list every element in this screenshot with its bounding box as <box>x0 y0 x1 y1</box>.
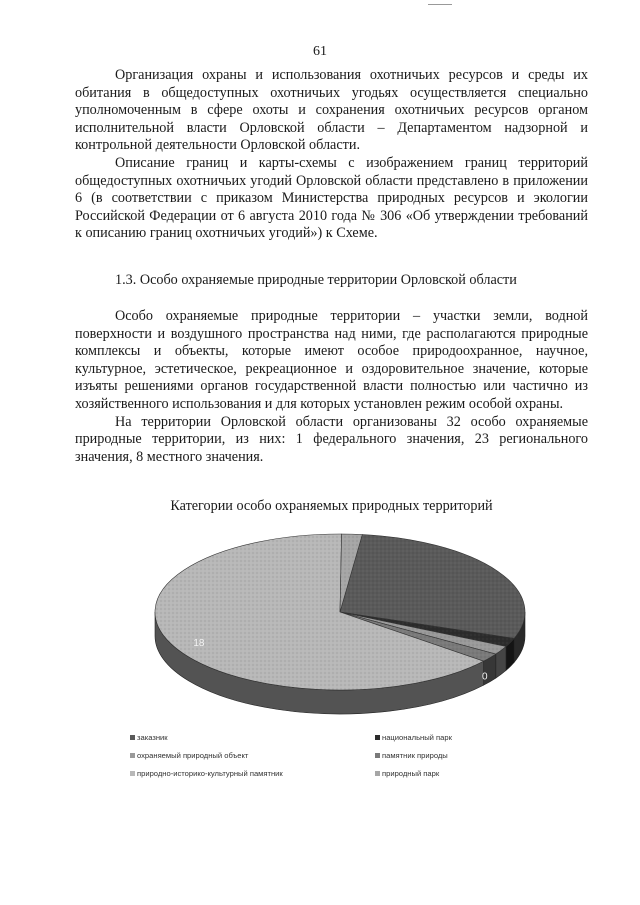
text-block-protected-areas <box>75 308 588 466</box>
pie-data-label: 0 <box>481 671 488 683</box>
legend-swatch <box>130 735 135 740</box>
legend-item <box>130 751 248 760</box>
legend-label: национальный парк <box>382 733 452 742</box>
legend-label: памятник природы <box>382 751 448 760</box>
paragraph: На территории Орловской области организованы 32 особо охраняемые природные территории, из них: 1 федерального значения, 23 регионального значения, 8 местного значения. <box>75 413 588 465</box>
legend-item <box>130 733 168 742</box>
legend-item <box>375 733 452 742</box>
legend-swatch <box>375 753 380 758</box>
pie-top-group <box>155 534 525 690</box>
scan-mark <box>428 4 452 5</box>
legend-swatch <box>375 735 380 740</box>
legend-item <box>375 769 439 778</box>
legend-label: охраняемый природный объект <box>137 751 249 760</box>
paragraph: Описание границ и карты-схемы с изображением границ территорий общедоступных охотничьих угодий Орловской области представлено в приложении 6 (в соответствии с приказом Министерства природных ресурсов и экологии Российской Федерации от 6 августа 2010 года № 306 «Об утверждении требований к описанию границ охотничьих угодий») к Схеме. <box>75 154 588 242</box>
paragraph: Организация охраны и использования охотничьих ресурсов и среды их обитания в общедоступных охотничьих угодьях осуществляется специально уполномоченным в сфере охоты и сохранения охотничьих ресурсов органом исполнительной власти Орловской области – Департаментом надзорной и контрольной деятельности Орловской области. <box>75 67 588 154</box>
legend-item <box>375 751 448 760</box>
legend-label: природный парк <box>382 769 440 778</box>
chart-title: Категории особо охраняемых природных территорий <box>170 498 493 514</box>
pie-chart <box>120 520 580 730</box>
pie-data-label: 18 <box>193 637 205 649</box>
legend-label: природно-историко-культурный памятник <box>137 769 283 778</box>
legend-item <box>130 769 283 778</box>
paragraph: Особо охраняемые природные территории – участки земли, водной поверхности и воздушного пространства над ними, где располагаются природные комплексы и объекты, которые имеют особое природоохранное, научное, культурное, эстетическое, рекреационное и оздоровительное значение, которые изъяты решениями органов государственной власти полностью или частично из хозяйственного использования и для которых установлен режим особой охраны. <box>75 308 588 412</box>
page-number: 61 <box>313 44 327 59</box>
legend-label: заказник <box>137 733 168 742</box>
legend-swatch <box>375 771 380 776</box>
legend-swatch <box>130 771 135 776</box>
section-heading: 1.3. Особо охраняемые природные территории Орловской области <box>115 272 517 288</box>
text-block-hunting <box>75 67 588 243</box>
legend-swatch <box>130 753 135 758</box>
